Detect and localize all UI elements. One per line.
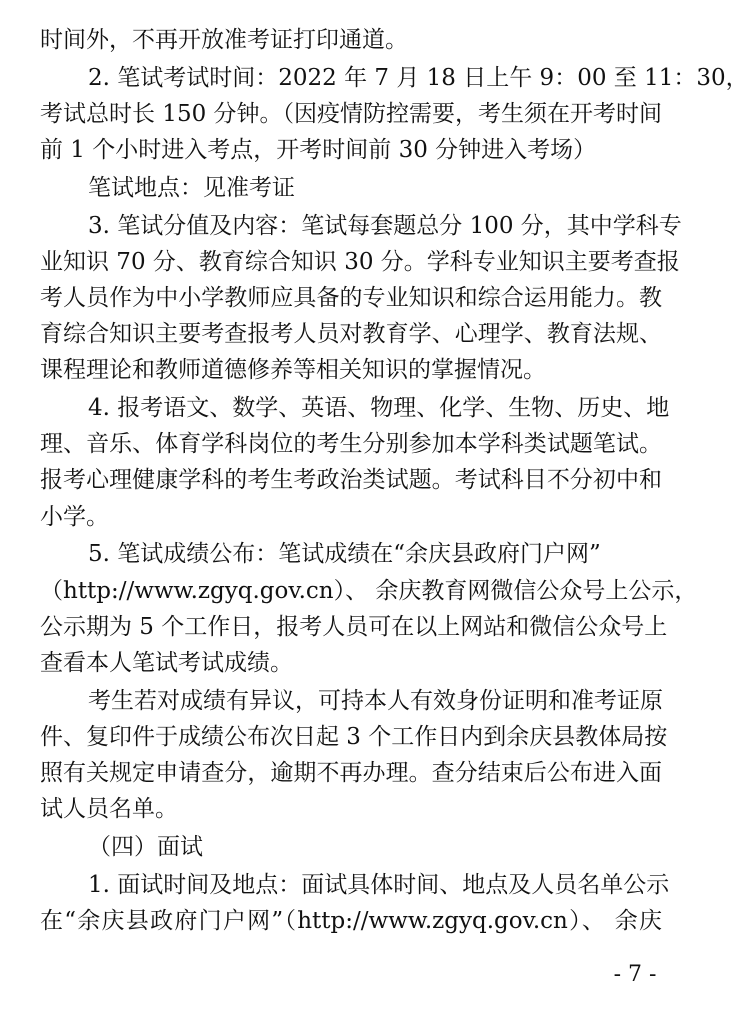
paragraph-line: 照有关规定申请查分，逾期不再办理。查分结束后公布进入面 (40, 760, 662, 786)
paragraph-line: 笔试地点：见准考证 (88, 175, 295, 201)
page-number: - 7 - (613, 962, 657, 987)
paragraph-line: 考生若对成绩有异议，可持本人有效身份证明和准考证原 (88, 688, 663, 714)
paragraph-line: 件、复印件于成绩公布次日起 3 个工作日内到余庆县教体局按 (40, 724, 668, 750)
section-heading: （四）面试 (88, 834, 203, 860)
paragraph-line: 理、音乐、体育学科岗位的考生分别参加本学科类试题笔试。 (40, 431, 662, 457)
paragraph-line: 课程理论和教师道德修养等相关知识的掌握情况。 (40, 357, 546, 383)
paragraph-line: 时间外，不再开放准考证打印通道。 (40, 27, 408, 53)
paragraph-line: 考人员作为中小学教师应具备的专业知识和综合运用能力。教 (40, 285, 662, 311)
paragraph-line: 报考心理健康学科的考生考政治类试题。考试科目不分初中和 (40, 467, 662, 493)
paragraph-line: 4. 报考语文、数学、英语、物理、化学、生物、历史、地 (88, 395, 670, 421)
paragraph-line: 育综合知识主要考查报考人员对教育学、心理学、教育法规、 (40, 321, 662, 347)
paragraph-line: 1. 面试时间及地点：面试具体时间、地点及人员名单公示 (88, 872, 670, 898)
paragraph-line: 前 1 个小时进入考点，开考时间前 30 分钟进入考场） (40, 137, 597, 163)
paragraph-line: 3. 笔试分值及内容：笔试每套题总分 100 分，其中学科专 (88, 213, 682, 239)
paragraph-line: 公示期为 5 个工作日，报考人员可在以上网站和微信公众号上 (40, 614, 668, 640)
paragraph-line: 在“余庆县政府门户网”（http://www.zgyq.gov.cn）、 余庆 (40, 908, 662, 934)
paragraph-line: 小学。 (40, 504, 109, 530)
paragraph-line: 2. 笔试考试时间：2022 年 7 月 18 日上午 9：00 至 11：30， (88, 65, 749, 91)
paragraph-line: 考试总时长 150 分钟。（因疫情防控需要，考生须在开考时间 (40, 101, 663, 127)
paragraph-line: 5. 笔试成绩公布：笔试成绩在“余庆县政府门户网” (88, 541, 601, 567)
paragraph-line: （http://www.zgyq.gov.cn）、 余庆教育网微信公众号上公示， (40, 578, 698, 604)
paragraph-line: 试人员名单。 (40, 796, 178, 822)
paragraph-line: 业知识 70 分、教育综合知识 30 分。学科专业知识主要考查报 (40, 249, 680, 275)
paragraph-line: 查看本人笔试考试成绩。 (40, 650, 293, 676)
